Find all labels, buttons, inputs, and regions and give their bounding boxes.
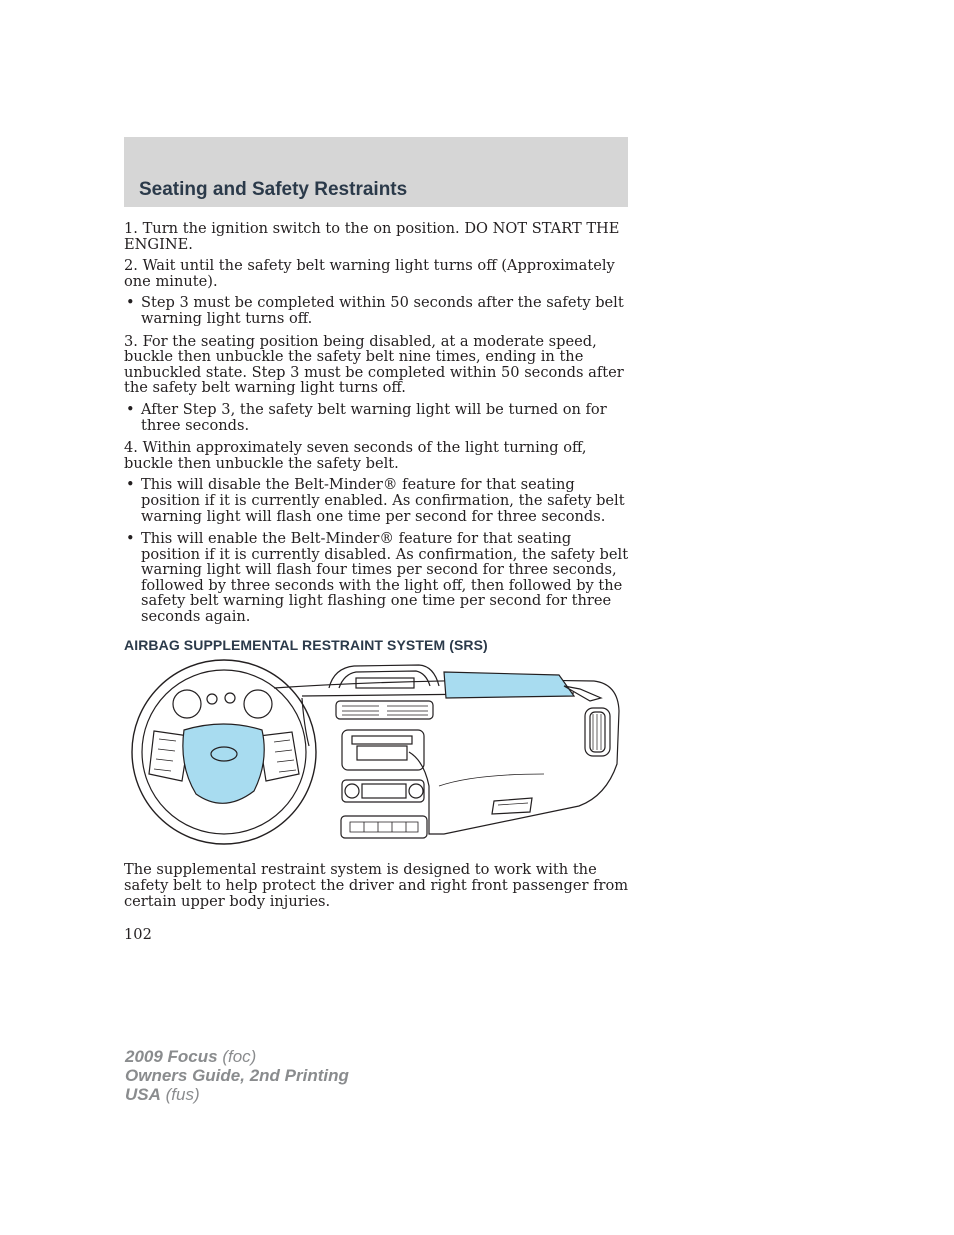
header-band	[124, 137, 628, 207]
step-1: 1. Turn the ignition switch to the on position. DO NOT START THE ENGINE.	[124, 220, 620, 253]
footer-model-code: (foc)	[222, 1047, 257, 1066]
bullet-text: This will enable the Belt-Minder® feature for that seating position if it is currently disabled. As confirmation, the safety belt warning light will flash four times per second for three seconds, followed by three seconds with the light off, then followed by the safety belt warning light flashing one time per second for three seconds again.	[141, 530, 629, 626]
bullet-item	[124, 531, 630, 625]
footer-line-3	[125, 1085, 349, 1104]
dashboard-airbag-illustration	[124, 656, 630, 846]
bullet-item	[124, 477, 630, 524]
bullet-dot: •	[126, 476, 135, 494]
bullet-text: This will disable the Belt-Minder® feature for that seating position if it is currently enabled. As confirmation, the safety belt warning light will flash one time per second for three seconds.	[141, 476, 625, 525]
footer-region-code: (fus)	[165, 1085, 200, 1104]
page-title: Seating and Safety Restraints	[139, 179, 408, 200]
step-4: 4. Within approximately seven seconds of the light turning off, buckle then unbuckle the safety belt.	[124, 439, 587, 472]
passenger-airbag-highlight	[444, 672, 574, 698]
footer-line-2	[125, 1066, 349, 1085]
srs-description: The supplemental restraint system is designed to work with the safety belt to help protect the driver and right front passenger from certain upper body injuries.	[124, 861, 629, 910]
step-3: 3. For the seating position being disabled, at a moderate speed, buckle then unbuckle the safety belt nine times, ending in the unbuckled state. Step 3 must be completed within 50 seconds after the safety belt warning light turns off.	[124, 332, 624, 397]
bullet-dot: •	[126, 294, 135, 312]
bullet-text: Step 3 must be completed within 50 seconds after the safety belt warning light turns off.	[141, 294, 624, 327]
footer-model: 2009 Focus	[125, 1047, 218, 1066]
main-content	[124, 221, 630, 653]
bullet-item	[124, 402, 630, 433]
footer-edition: Owners Guide, 2nd Printing	[125, 1066, 349, 1085]
footer	[125, 1047, 349, 1104]
bullet-item	[124, 295, 630, 326]
bullet-dot: •	[126, 400, 135, 418]
footer-region: USA	[125, 1085, 161, 1104]
driver-airbag-highlight	[183, 724, 264, 803]
step-2: 2. Wait until the safety belt warning light turns off (Approximately one minute).	[124, 257, 615, 290]
footer-line-1	[125, 1047, 349, 1066]
bullet-dot: •	[126, 530, 135, 548]
section-heading: AIRBAG SUPPLEMENTAL RESTRAINT SYSTEM (SRS)	[124, 636, 488, 653]
bullet-text: After Step 3, the safety belt warning light will be turned on for three seconds.	[141, 400, 607, 434]
page-number: 102	[124, 926, 152, 943]
